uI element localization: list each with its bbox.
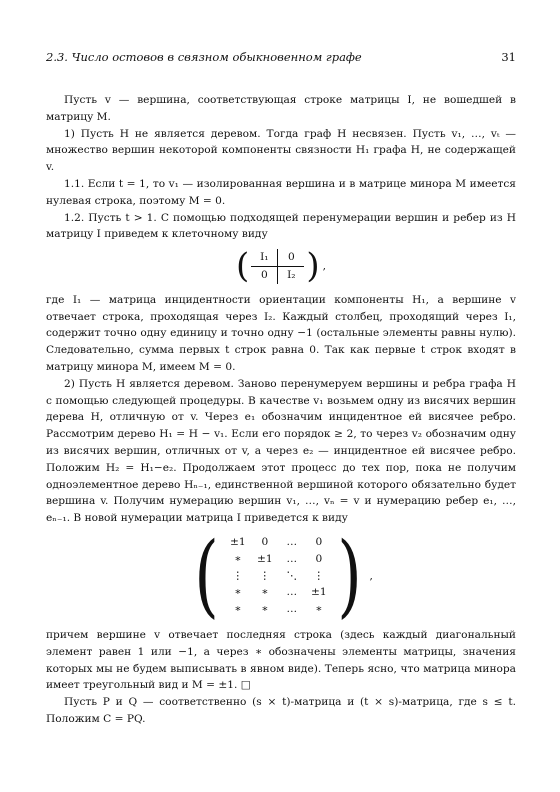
matrix-cell: I₁	[251, 249, 278, 266]
book-page	[46, 50, 516, 728]
matrix-cell: ∗	[234, 603, 242, 616]
left-paren: (	[194, 522, 220, 628]
matrix-cell: 0	[261, 535, 269, 548]
matrix-punctuation: ,	[369, 569, 373, 582]
matrix-cell: ∗	[234, 552, 242, 565]
matrix-cell: 0	[315, 552, 323, 565]
matrix-cell: ±1	[257, 552, 273, 565]
right-paren: )	[306, 246, 320, 287]
matrix-cell: 0	[251, 266, 278, 283]
matrix-cell: …	[286, 552, 298, 565]
paragraph: 1.2. Пусть t > 1. С помощью подходящей перенумерации вершин и ребер из H матрицу I приведем к клеточному виду	[46, 211, 516, 241]
paragraph: где I₁ — матрица инцидентности ориентации компоненты H₁, а вершине v отвечает строка, проходящая через I₂. Каждый столбец, проходящий через I₁, содержит точно одну единицу и точно одну −1 (остальные элементы равны нулю). Следовательно, сумма первых t строк равна 0. Так как первые t строк входят в матрицу минора M, имеем M = 0.	[46, 293, 516, 373]
matrix-cell: 0	[278, 249, 305, 266]
right-paren: )	[337, 522, 363, 628]
matrix-cell: ∗	[261, 603, 269, 616]
matrix-cell: ⋮	[313, 569, 325, 582]
block-matrix	[46, 246, 516, 287]
left-paren: (	[236, 246, 250, 287]
block-matrix-table	[251, 249, 304, 284]
paragraph: 1.1. Если t = 1, то v₁ — изолированная вершина и в матрице минора M имеется нулевая строка, поэтому M = 0.	[46, 177, 516, 207]
running-header	[46, 50, 516, 66]
triangular-matrix	[46, 522, 516, 628]
paragraph: 1) Пусть H не является деревом. Тогда граф H несвязен. Пусть v₁, …, vₜ — множество вершин некоторой компоненты связности H₁ графа H, не содержащей v.	[46, 127, 516, 174]
paragraph: 2) Пусть H является деревом. Заново перенумеруем вершины и ребра графа H с помощью следующей процедуры. В качестве v₁ возьмем одну из висячих вершин дерева H, отличную от v. Через e₁ обозначим инцидентное ей висячее ребро. Рассмотрим дерево H₁ = H − v₁. Если его порядок ≥ 2, то через v₂ обозначим одну из висячих вершин, отличных от v, а через e₂ — инцидентное ей висячее ребро. Положим H₂ = H₁−e₂. Продолжаем этот процесс до тех пор, пока не получим одноэлементное дерево Hₙ₋₁, единственной вершиной которого обязательно будет вершина v. Получим нумерацию вершин v₁, …, vₙ = v и нумерацию ребер e₁, …, eₙ₋₁. В новой нумерации матрица I приведется к виду	[46, 377, 516, 525]
triangular-matrix-table	[224, 534, 332, 618]
matrix-punctuation: ,	[322, 260, 326, 273]
paragraph: причем вершине v отвечает последняя строка (здесь каждый диагональный элемент равен 1 или −1, а через ∗ обозначены элементы матрицы, значения которых мы не будем выписывать в явном виде). Теперь ясно, что матрица минора имеет треугольный вид и M = ±1. □	[46, 628, 516, 692]
matrix-cell: 0	[315, 535, 323, 548]
matrix-cell: …	[286, 603, 298, 616]
paragraph: Пусть v — вершина, соответствующая строке матрицы I, не вошедшей в матрицу M.	[46, 94, 516, 123]
matrix-cell: ∗	[315, 603, 323, 616]
matrix-cell: ±1	[311, 586, 327, 599]
matrix-cell: ⋮	[232, 569, 244, 582]
paragraph: Пусть P и Q — соответственно (s × t)-матрица и (t × s)-матрица, где s ≤ t. Положим C = PQ.	[46, 696, 516, 725]
section-title: 2.3. Число остовов в связном обыкновенном графе	[46, 50, 362, 64]
page-body	[46, 92, 516, 728]
page-number: 31	[501, 50, 516, 64]
matrix-cell: ∗	[261, 586, 269, 599]
matrix-cell: …	[286, 586, 298, 599]
matrix-cell: ∗	[234, 586, 242, 599]
matrix-cell: ⋮	[259, 569, 271, 582]
matrix-cell: …	[286, 535, 298, 548]
matrix-cell: ⋱	[286, 569, 298, 582]
matrix-cell: I₂	[287, 268, 296, 281]
matrix-cell: ±1	[230, 535, 246, 548]
